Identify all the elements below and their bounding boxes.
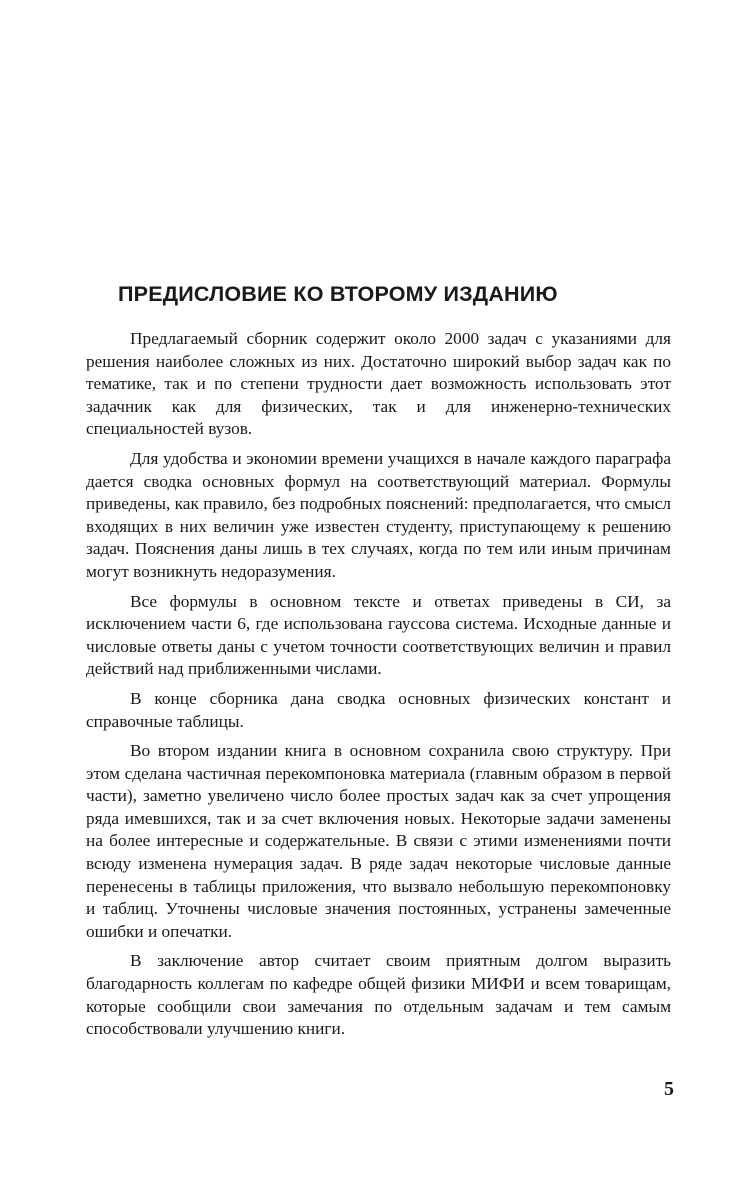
page-number: 5	[664, 1078, 674, 1100]
paragraph-units-si: Все формулы в основном тексте и ответах приведены в СИ, за исключением части 6, где использована гауссова система. Исходные данные и числовые ответы даны с учетом точности соответствующих величин и правил действий над приближенными числами.	[86, 591, 671, 679]
paragraph-collection-scope: Предлагаемый сборник содержит около 2000 задач с указаниями для решения наиболее сложных из них. Достаточно широкий выбор задач как по тематике, так и по степени трудности дает возможность использовать этот задачник как для физических, так и для инженерно-технических специальностей вузов.	[86, 329, 671, 439]
page-title: ПРЕДИСЛОВИЕ КО ВТОРОМУ ИЗДАНИЮ	[118, 282, 558, 306]
paragraph-second-edition-changes: Во втором издании книга в основном сохранила свою структуру. При этом сделана частичная перекомпоновка материала (главным образом в первой части), заметно увеличено число более простых задач как за счет упрощения ряда имевшихся, так и за счет включения новых. Некоторые задачи заменены на более интересные и содержательные. В связи с этими изменениями почти всюду изменена нумерация задач. В ряде задач некоторые числовые данные перенесены в таблицы приложения, что вызвало небольшую перекомпоновку и таблиц. Уточнены числовые значения постоянных, устранены замеченные ошибки и опечатки.	[86, 741, 671, 941]
paragraph-formula-summaries: Для удобства и экономии времени учащихся в начале каждого параграфа дается сводка основных формул на соответствующий материал. Формулы приведены, как правило, без подробных пояснений: предполагается, что смысл входящих в них величин уже известен студенту, приступающему к решению задач. Пояснения даны лишь в тех случаях, когда по тем или иным причинам могут возникнуть недоразумения.	[86, 448, 671, 581]
preface-text	[86, 328, 671, 1048]
paragraph-constants-tables: В конце сборника дана сводка основных физических констант и справочные таблицы.	[86, 688, 671, 731]
paragraph-acknowledgements: В заключение автор считает своим приятным долгом выразить благодарность коллегам по кафедре общей физики МИФИ и всем товарищам, которые сообщили свои замечания по отдельным задачам и тем самым способствовали улучшению книги.	[86, 951, 671, 1039]
